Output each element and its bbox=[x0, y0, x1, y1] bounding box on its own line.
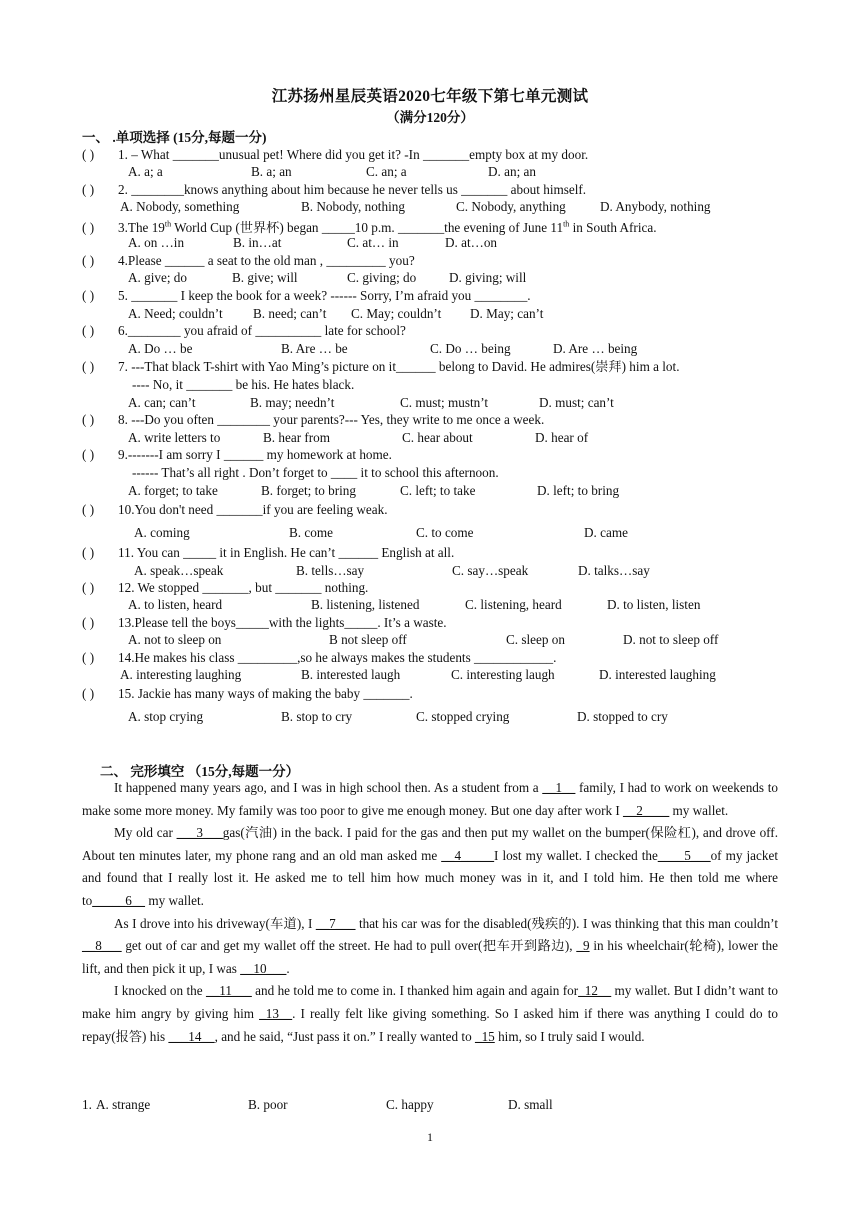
option-a[interactable]: A. write letters to bbox=[128, 430, 221, 445]
answer-blank[interactable]: ( ) bbox=[82, 359, 95, 374]
question-stem: 5. _______ I keep the book for a week? ------ Sorry, I’m afraid you ________. bbox=[118, 288, 531, 303]
question-continuation: ------ That’s all right . Don’t forget to ____ it to school this afternoon. bbox=[132, 465, 499, 480]
question-9 bbox=[82, 446, 392, 463]
option-a: A. strange bbox=[96, 1097, 151, 1112]
option-c[interactable]: C. Nobody, anything bbox=[456, 199, 566, 214]
passage-text: that his car was for the disabled(残疾的). I was thinking that this man couldn’t bbox=[355, 915, 778, 931]
cloze-blank[interactable]: _13__ bbox=[259, 1005, 293, 1021]
page-subtitle: （满分120分） bbox=[386, 110, 474, 125]
option-b[interactable]: B. come bbox=[289, 525, 333, 540]
question-14 bbox=[82, 649, 556, 666]
option-d[interactable]: D. stopped to cry bbox=[577, 709, 668, 724]
cloze-question-number: 1. bbox=[82, 1097, 92, 1112]
question-stem: 4.Please ______ a seat to the old man , _________ you? bbox=[118, 253, 415, 268]
cloze-blank[interactable]: __2____ bbox=[623, 802, 670, 818]
option-d[interactable]: D. an; an bbox=[488, 164, 536, 179]
option-d[interactable]: D. to listen, listen bbox=[607, 597, 701, 612]
option-d[interactable]: D. talks…say bbox=[578, 563, 650, 578]
passage-text: As I drove into his driveway(车道), I bbox=[114, 915, 316, 931]
cloze-blank[interactable]: __8___ bbox=[82, 938, 122, 954]
answer-blank[interactable]: ( ) bbox=[82, 545, 95, 560]
option-a[interactable]: A. forget; to take bbox=[128, 483, 218, 498]
question-1 bbox=[82, 146, 588, 163]
superscript: th bbox=[164, 220, 172, 229]
cloze-blank[interactable]: _12__ bbox=[578, 983, 612, 999]
question-continuation: ---- No, it _______ be his. He hates black. bbox=[132, 377, 355, 392]
answer-blank[interactable]: ( ) bbox=[82, 323, 95, 338]
question-2 bbox=[82, 181, 586, 198]
option-b[interactable]: B. may; needn’t bbox=[250, 395, 335, 410]
section2-header: 二、 完形填空 （15分,每题一分） bbox=[100, 764, 300, 779]
option-d[interactable]: D. giving; will bbox=[449, 270, 527, 285]
option-a[interactable]: A. give; do bbox=[128, 270, 187, 285]
question-6 bbox=[82, 322, 406, 339]
option-b[interactable]: B. need; can’t bbox=[253, 306, 327, 321]
passage-paragraph-3 bbox=[82, 913, 778, 981]
option-c[interactable]: C. to come bbox=[416, 525, 474, 540]
option-c[interactable]: C. at… in bbox=[347, 235, 399, 250]
answer-blank[interactable]: ( ) bbox=[82, 686, 95, 701]
passage-text: gas(汽油) in the back. I paid for the gas and then put my wallet on the bumper(保险杠), and drove off. About ten minutes later, my phone rang and an old man asked me bbox=[82, 825, 778, 863]
question-stem: 14.He makes his class _________,so he always makes the students ____________. bbox=[118, 650, 557, 665]
option-b[interactable]: B. interested laugh bbox=[301, 667, 401, 682]
option-a[interactable]: A. Nobody, something bbox=[120, 199, 240, 214]
cloze-blank[interactable]: __4_____ bbox=[441, 847, 495, 863]
option-b[interactable]: B. stop to cry bbox=[281, 709, 353, 724]
option-d[interactable]: D. at…on bbox=[445, 235, 498, 250]
passage-text: my wallet. bbox=[669, 802, 729, 818]
option-d[interactable]: D. not to sleep off bbox=[623, 632, 719, 647]
question-stem: 9.-------I am sorry I ______ my homework at home. bbox=[118, 447, 392, 462]
passage-paragraph-2 bbox=[82, 822, 778, 912]
option-d[interactable]: D. left; to bring bbox=[537, 483, 620, 498]
option-a[interactable]: A. coming bbox=[134, 525, 190, 540]
passage-text: my wallet. bbox=[145, 892, 204, 908]
question-stem: 13.Please tell the boys_____with the lights_____. It’s a waste. bbox=[118, 615, 447, 630]
option-c[interactable]: C. sleep on bbox=[506, 632, 565, 647]
question-15 bbox=[82, 685, 413, 702]
option-d[interactable]: D. hear of bbox=[535, 430, 589, 445]
passage-text: in his wheelchair(轮椅), lower the lift, and then pick it up, I was bbox=[82, 938, 779, 976]
question-8 bbox=[82, 411, 544, 428]
option-c[interactable]: C. giving; do bbox=[347, 270, 417, 285]
answer-blank[interactable]: ( ) bbox=[82, 253, 95, 268]
option-b[interactable]: B not sleep off bbox=[329, 632, 407, 647]
section1-header: 一、 .单项选择 (15分,每题一分) bbox=[82, 130, 267, 145]
option-c[interactable]: C. Do … being bbox=[430, 341, 511, 356]
option-c[interactable]: C. hear about bbox=[402, 430, 473, 445]
passage-text: It happened many years ago, and I was in high school then. As a student from a bbox=[114, 780, 543, 795]
answer-blank[interactable]: ( ) bbox=[82, 650, 95, 665]
cloze-question-1 bbox=[82, 1096, 92, 1113]
cloze-blank[interactable]: __10___ bbox=[240, 960, 287, 976]
option-a[interactable]: A. on …in bbox=[128, 235, 185, 250]
question-12 bbox=[82, 579, 368, 596]
cloze-blank[interactable]: _9 bbox=[576, 938, 590, 954]
answer-blank[interactable]: ( ) bbox=[82, 447, 95, 462]
option-b[interactable]: B. Nobody, nothing bbox=[301, 199, 405, 214]
answer-blank[interactable]: ( ) bbox=[82, 580, 95, 595]
cloze-passage bbox=[82, 777, 778, 1048]
page-title: 江苏扬州星辰英语2020七年级下第七单元测试 bbox=[271, 88, 589, 105]
question-stem: 2. ________knows anything about him because he never tells us _______ about himself. bbox=[118, 182, 587, 197]
cloze-blank[interactable]: ___14__ bbox=[168, 1028, 215, 1044]
question-stem: 8. ---Do you often ________ your parents?--- Yes, they write to me once a week. bbox=[118, 412, 545, 427]
cloze-blank[interactable]: _15 bbox=[474, 1028, 495, 1044]
question-10 bbox=[82, 501, 388, 518]
option-d[interactable]: D. came bbox=[584, 525, 628, 540]
answer-blank[interactable]: ( ) bbox=[82, 288, 95, 303]
page-number: 1 bbox=[427, 1130, 433, 1144]
option-b: B. poor bbox=[248, 1097, 288, 1112]
answer-blank[interactable]: ( ) bbox=[82, 147, 95, 162]
option-b[interactable]: B. tells…say bbox=[296, 563, 365, 578]
answer-blank[interactable]: ( ) bbox=[82, 182, 95, 197]
option-a[interactable]: A. stop crying bbox=[128, 709, 204, 724]
option-c[interactable]: C. stopped crying bbox=[416, 709, 510, 724]
passage-text: him, so I truly said I would. bbox=[494, 1028, 645, 1044]
question-stem: 15. Jackie has many ways of making the baby _______. bbox=[118, 686, 413, 701]
option-a[interactable]: A. a; a bbox=[128, 164, 163, 179]
answer-blank[interactable]: ( ) bbox=[82, 502, 95, 517]
passage-text: of my jacket and found that I really lost it. He asked me to tell him how much money was in it, and I told him. He then told me where to bbox=[82, 847, 778, 908]
question-13 bbox=[82, 614, 447, 631]
passage-paragraph-4 bbox=[82, 980, 778, 1048]
option-a[interactable]: A. interesting laughing bbox=[120, 667, 242, 682]
option-a[interactable]: A. speak…speak bbox=[134, 563, 224, 578]
question-7 bbox=[82, 358, 680, 375]
cloze-blank[interactable]: ___3___ bbox=[176, 825, 223, 841]
option-a[interactable]: A. to listen, heard bbox=[128, 597, 223, 612]
cloze-blank[interactable]: _____6__ bbox=[92, 892, 146, 908]
option-c[interactable]: C. May; couldn’t bbox=[351, 306, 442, 321]
option-c: C. happy bbox=[386, 1097, 434, 1112]
question-5 bbox=[82, 287, 531, 304]
superscript: th bbox=[563, 220, 570, 229]
stem-part: in South Africa. bbox=[569, 220, 657, 236]
option-b[interactable]: B. listening, listened bbox=[311, 597, 420, 612]
passage-text: my wallet. But I didn’t want to make him angry by giving him bbox=[82, 983, 779, 1021]
option-d[interactable]: D. interested laughing bbox=[599, 667, 716, 682]
option-d[interactable]: D. Are … being bbox=[553, 341, 638, 356]
answer-blank[interactable]: ( ) bbox=[82, 615, 95, 630]
option-b[interactable]: B. a; an bbox=[251, 164, 292, 179]
option-c[interactable]: C. must; mustn’t bbox=[400, 395, 489, 410]
passage-text: I lost my wallet. I checked the bbox=[494, 847, 658, 863]
cloze-blank[interactable]: __7___ bbox=[315, 915, 356, 931]
answer-blank[interactable]: ( ) bbox=[82, 412, 95, 427]
passage-text: get out of car and get my wallet off the street. He had to pull over(把车开到路边), bbox=[121, 938, 577, 954]
option-b[interactable]: B. give; will bbox=[232, 270, 298, 285]
option-b[interactable]: B. Are … be bbox=[281, 341, 348, 356]
option-c[interactable]: C. listening, heard bbox=[465, 597, 562, 612]
option-c[interactable]: C. interesting laugh bbox=[451, 667, 555, 682]
question-11 bbox=[82, 544, 454, 561]
passage-text: My old car bbox=[114, 825, 177, 841]
option-c[interactable]: C. left; to take bbox=[400, 483, 476, 498]
option-b[interactable]: B. in…at bbox=[233, 235, 282, 250]
stem-part: 3.The 19 bbox=[118, 220, 165, 236]
option-b[interactable]: B. hear from bbox=[263, 430, 331, 445]
option-c[interactable]: C. say…speak bbox=[452, 563, 529, 578]
option-a[interactable]: A. Need; couldn’t bbox=[128, 306, 223, 321]
option-d[interactable]: D. May; can’t bbox=[470, 306, 544, 321]
option-b[interactable]: B. forget; to bring bbox=[261, 483, 356, 498]
passage-text: family, I had to work on weekends to make some more money. My family was too poor to give me enough money. But one day after work I bbox=[82, 780, 778, 818]
question-stem: 6.________ you afraid of __________ late for school? bbox=[118, 323, 406, 338]
cloze-blank[interactable]: ____5___ bbox=[657, 847, 711, 863]
stem-part: World Cup (世界杯) began _____10 p.m. _______the evening of June 11 bbox=[171, 220, 564, 236]
passage-text: I knocked on the bbox=[114, 983, 207, 999]
option-a[interactable]: A. Do … be bbox=[128, 341, 193, 356]
question-stem: 7. ---That black T-shirt with Yao Ming’s picture on it______ belong to David. He admires(崇拜) him a lot. bbox=[118, 359, 680, 374]
cloze-blank[interactable]: __1__ bbox=[542, 780, 576, 795]
option-d[interactable]: D. Anybody, nothing bbox=[600, 199, 711, 214]
option-a[interactable]: A. not to sleep on bbox=[128, 632, 222, 647]
option-c[interactable]: C. an; a bbox=[366, 164, 407, 179]
passage-paragraph-1 bbox=[82, 777, 778, 822]
question-4 bbox=[82, 252, 415, 269]
cloze-blank[interactable]: __11___ bbox=[206, 983, 252, 999]
question-stem: 1. – What _______unusual pet! Where did you get it? -In _______empty box at my door. bbox=[118, 147, 589, 162]
question-stem: 10.You don't need _______if you are feeling weak. bbox=[118, 502, 388, 517]
passage-text: , and he said, “Just pass it on.” I really wanted to bbox=[214, 1028, 475, 1044]
passage-text: . I really felt like giving something. So I asked him if there was anything I could do to repay(报答) his bbox=[82, 1005, 778, 1044]
passage-text: . bbox=[286, 960, 290, 976]
option-a[interactable]: A. can; can’t bbox=[128, 395, 196, 410]
question-stem: 12. We stopped _______, but _______ nothing. bbox=[118, 580, 369, 595]
question-stem: 11. You can _____ it in English. He can’t ______ English at all. bbox=[118, 545, 455, 560]
passage-text: and he told me to come in. I thanked him again and again for bbox=[251, 983, 579, 999]
option-d[interactable]: D. must; can’t bbox=[539, 395, 614, 410]
option-d: D. small bbox=[508, 1097, 553, 1112]
answer-blank[interactable]: ( ) bbox=[82, 220, 95, 236]
